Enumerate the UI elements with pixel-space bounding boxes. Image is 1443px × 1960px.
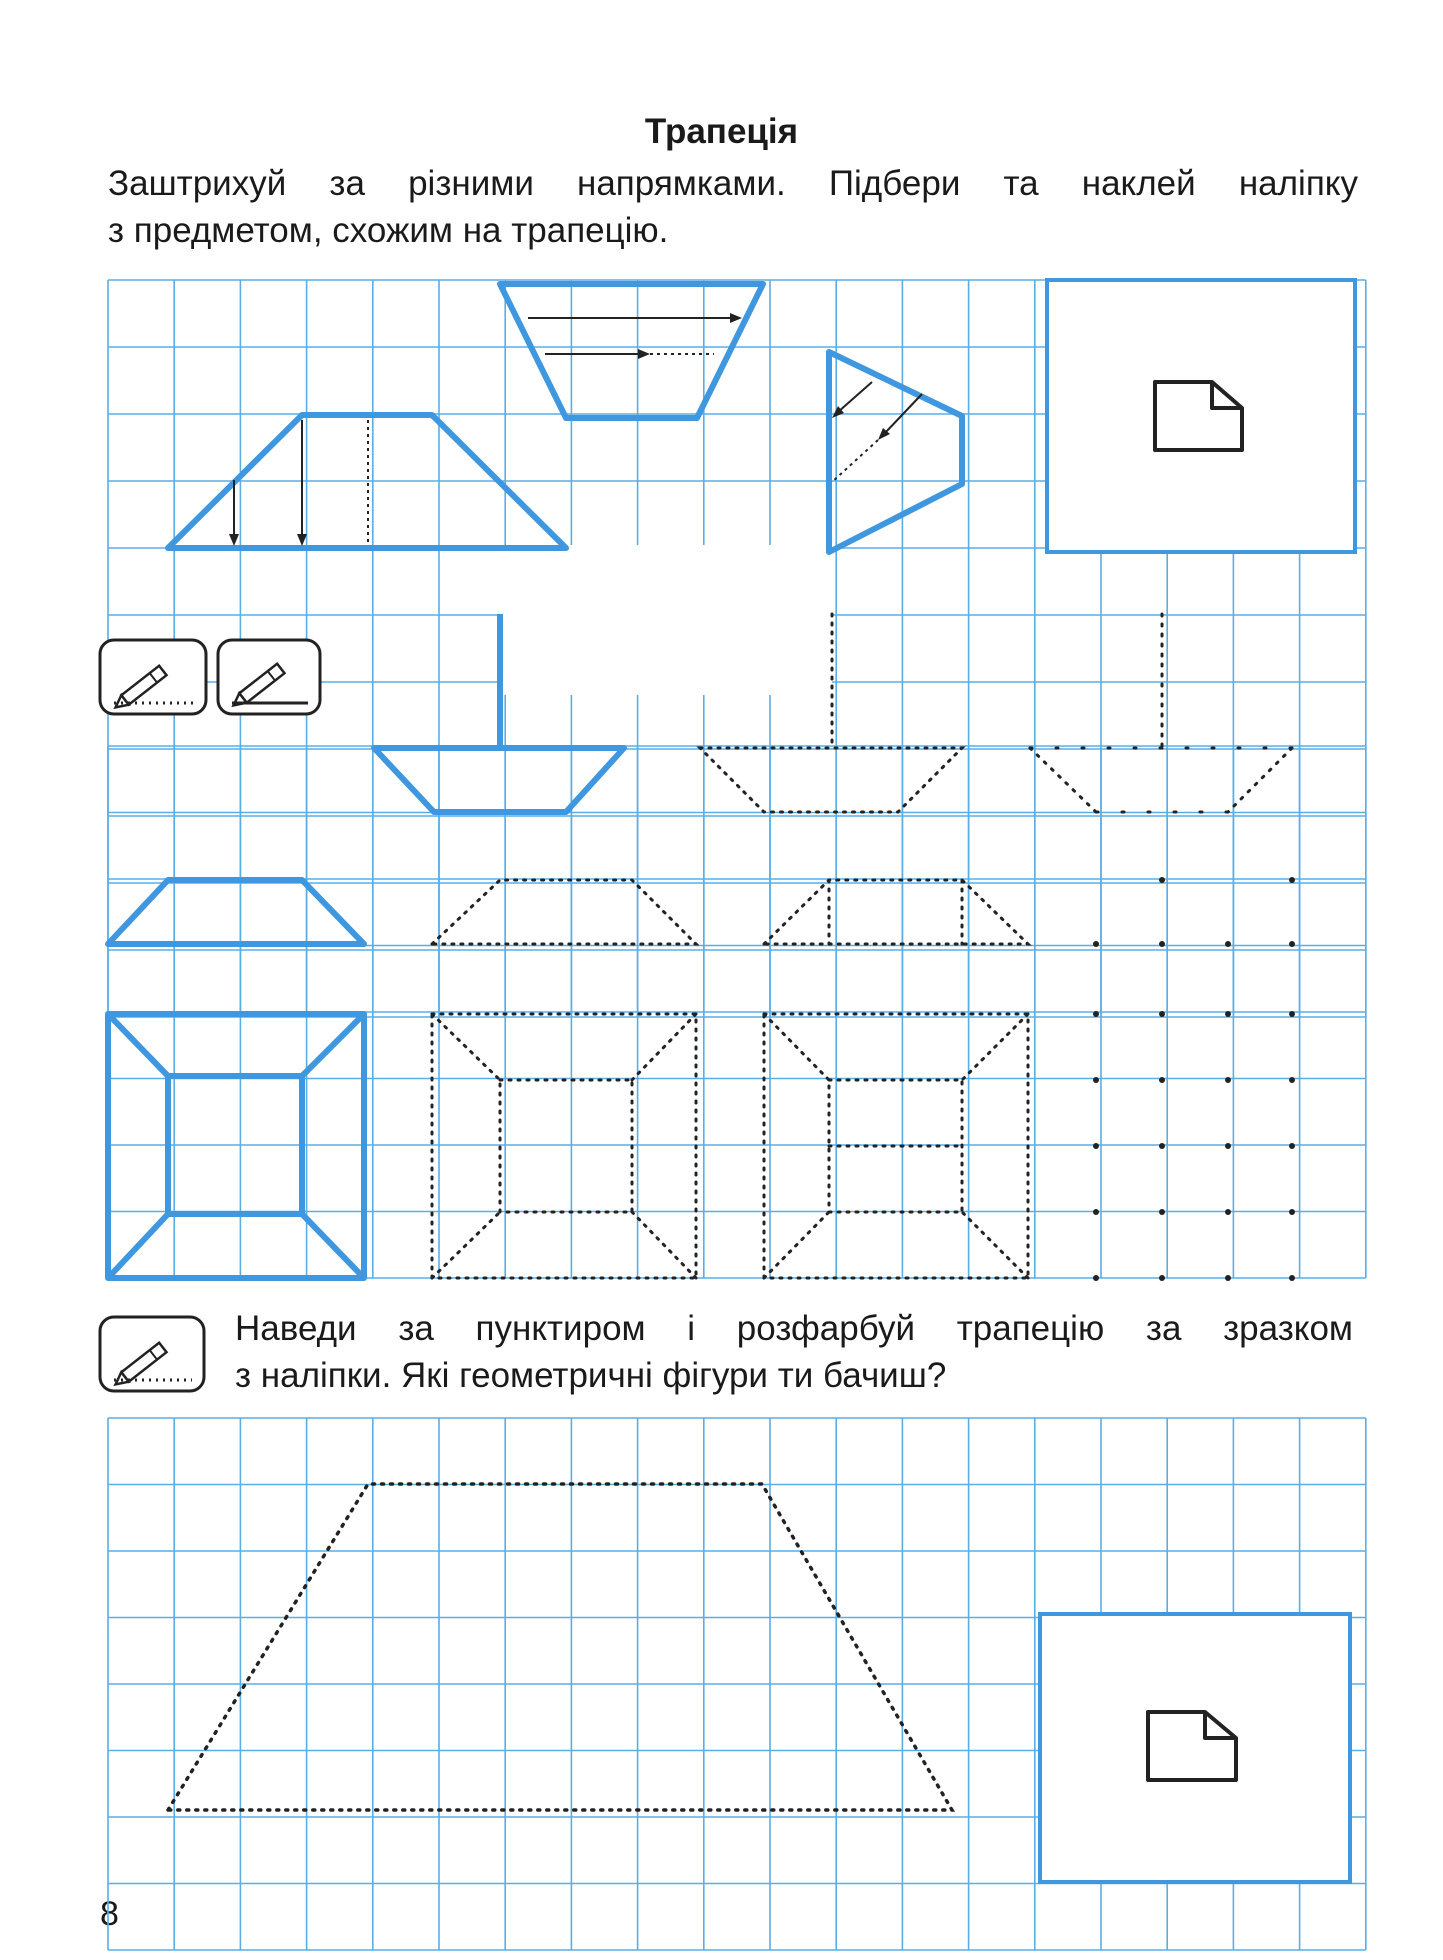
pencil-dotted-line-icon — [100, 640, 206, 714]
sticker-box-bottom[interactable] — [1040, 1614, 1350, 1882]
reference-dot — [1289, 1143, 1295, 1149]
reference-dot — [1159, 941, 1165, 947]
reference-dot — [1159, 1275, 1165, 1281]
reference-dot — [1093, 1275, 1099, 1281]
reference-dot — [1093, 1077, 1099, 1083]
reference-dot — [1289, 1275, 1295, 1281]
reference-dot — [1159, 1143, 1165, 1149]
reference-dot — [1159, 1209, 1165, 1215]
frame-dotted-2[interactable] — [764, 1014, 1028, 1278]
trapezoid-example-2[interactable] — [500, 284, 763, 418]
reference-dot — [1289, 1011, 1295, 1017]
reference-dot — [1225, 1209, 1231, 1215]
instruction-hatch-line1: Заштрихуй за різними напрямками. Підбери та наклей наліпку — [108, 164, 1358, 203]
reference-dot — [1093, 941, 1099, 947]
trapezoid-example-3[interactable] — [829, 352, 962, 552]
roof-solid[interactable] — [108, 880, 364, 944]
large-trapezoid-dotted[interactable] — [168, 1484, 952, 1810]
reference-dot — [1225, 1077, 1231, 1083]
reference-dot — [1159, 1077, 1165, 1083]
page-number: 8 — [100, 1895, 119, 1933]
instruction-trace-line1: Наведи за пунктиром і розфарбуй трапецію за зразком — [235, 1309, 1353, 1348]
roof-dotted-1[interactable] — [432, 880, 696, 944]
reference-dot — [1093, 1143, 1099, 1149]
reference-dot — [1159, 877, 1165, 883]
roof-dotted-2[interactable] — [764, 880, 1028, 944]
reference-dot — [1159, 1011, 1165, 1017]
pencil-dotted-line-icon-2 — [100, 1317, 204, 1391]
pencil-solid-line-icon — [218, 640, 320, 714]
hatch-arrows-2 — [528, 313, 742, 359]
reference-dot — [1225, 1275, 1231, 1281]
sticker-box-top[interactable] — [1047, 280, 1355, 552]
reference-dot — [1225, 941, 1231, 947]
frame-solid[interactable] — [108, 1014, 364, 1278]
instruction-hatch-line2: з предметом, схожим на трапецію. — [108, 211, 669, 250]
reference-dot — [1093, 1011, 1099, 1017]
reference-dot — [1289, 877, 1295, 883]
reference-dot — [1289, 1209, 1295, 1215]
reference-dot — [1093, 1209, 1099, 1215]
reference-dot — [1225, 1143, 1231, 1149]
reference-dot — [1289, 941, 1295, 947]
hatch-arrows-3 — [832, 382, 922, 482]
instruction-trace-line2: з наліпки. Які геометричні фігури ти бачиш? — [235, 1356, 947, 1395]
hatch-arrows-1 — [229, 420, 368, 546]
frame-dotted-1[interactable] — [432, 1014, 696, 1278]
reference-dot — [1225, 1011, 1231, 1017]
boat-dots-only[interactable] — [1030, 614, 1292, 812]
page-title: Трапеція — [644, 112, 799, 151]
reference-dot — [1289, 1077, 1295, 1083]
grid-gap — [502, 545, 832, 695]
